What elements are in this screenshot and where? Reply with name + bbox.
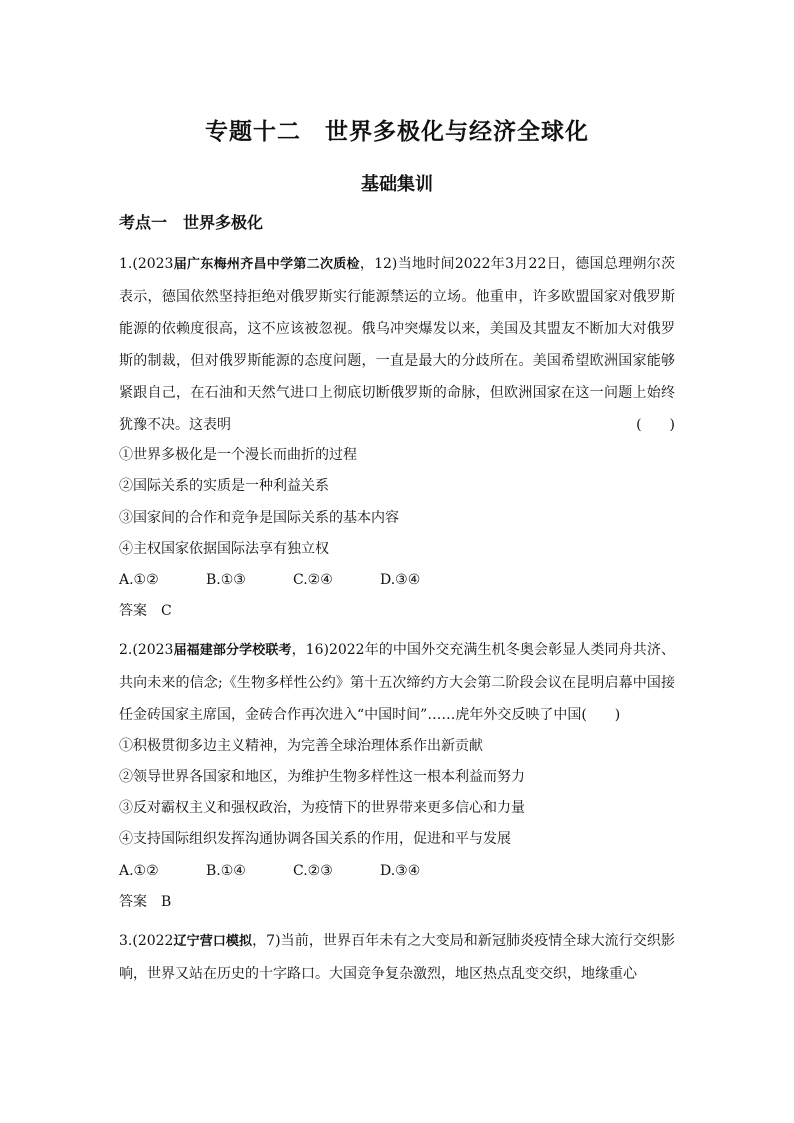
option-b: B.①③ <box>206 572 246 588</box>
question-text: 当地时间2022年3月22日，德国总理朔尔茨表示，德国依然坚持拒绝对俄罗斯实行能源禁运的立场。他重申，许多欧盟国家对俄罗斯能源的依赖度很高，这不应该被忽视。俄乌冲突爆发以来，美国及其盟友不断加大对俄罗斯的制裁，但对俄罗斯能源的态度问题，一直是最大的分歧所在。美国希望欧洲国家能够紧跟自己，在石油和天然气进口上彻底切断俄罗斯的命脉，但欧洲国家在这一问题上始终犹豫不决。这表明 <box>119 256 675 433</box>
page-title: 专题十二 世界多极化与经济全球化 <box>205 119 589 145</box>
question-index: ，7) <box>252 933 281 949</box>
question-1-item-3: ③国家间的合作和竞争是国际关系的基本内容 <box>119 510 399 526</box>
question-year: 2022 <box>137 933 174 949</box>
question-2-answer: 答案 B <box>119 894 172 910</box>
question-2-item-3: ③反对霸权主义和强权政治，为疫情下的世界带来更多信心和力量 <box>119 800 525 816</box>
question-number: 1.( <box>119 256 138 272</box>
question-1-item-1: ①世界多极化是一个漫长而曲折的过程 <box>119 447 357 463</box>
question-1-item-4: ④主权国家依据国际法享有独立权 <box>119 541 329 557</box>
question-1-answer: 答案 C <box>119 603 172 619</box>
question-index: ，16) <box>291 642 329 658</box>
question-1-stem <box>119 248 675 441</box>
question-text: 当前，世界百年未有之大变局和新冠肺炎疫情全球大流行交织影响，世界又站在历史的十字路口。大国竞争复杂激烈，地区热点乱变交织，地缘重心 <box>119 933 676 982</box>
question-1-options <box>119 570 467 590</box>
question-source: 届福建部分学校联考 <box>173 643 292 658</box>
section-heading: 考点一 世界多极化 <box>119 213 264 232</box>
option-c: C.②③ <box>293 863 333 879</box>
option-a: A.①② <box>119 572 159 588</box>
option-b: B.①④ <box>206 863 246 879</box>
question-number: 2.( <box>119 642 138 658</box>
option-d: D.③④ <box>380 572 421 588</box>
question-source: 辽宁营口模拟 <box>173 934 253 949</box>
option-c: C.②④ <box>293 572 333 588</box>
option-d: D.③④ <box>380 863 421 879</box>
page-subtitle: 基础集训 <box>361 174 433 195</box>
question-text: 2022年的中国外交充满生机冬奥会彰显人类同舟共济、共向未来的信念;《生物多样性公约》第十五次缔约方大会第二阶段会议在昆明启幕中国接任金砖国家主席国，金砖合作再次进入“中国时间”……虎年外交反映了中国( ) <box>119 642 675 723</box>
question-2-item-4: ④支持国际组织发挥沟通协调各国关系的作用，促进和平与发展 <box>119 831 511 847</box>
question-3-stem <box>119 925 675 990</box>
question-2-item-1: ①积极贯彻多边主义精神，为完善全球治理体系作出新贡献 <box>119 738 483 754</box>
question-index: ，12) <box>359 256 398 272</box>
question-2-stem <box>119 634 675 731</box>
answer-parentheses: ( ) <box>636 417 675 433</box>
question-2-item-2: ②领导世界各国家和地区，为维护生物多样性这一根本利益而努力 <box>119 769 525 785</box>
question-1-item-2: ②国际关系的实质是一种利益关系 <box>119 478 329 494</box>
question-2-options <box>119 861 467 881</box>
question-year: 2023 <box>137 256 174 272</box>
option-a: A.①② <box>119 863 159 879</box>
question-number: 3.( <box>119 933 138 949</box>
question-year: 2023 <box>137 642 174 658</box>
question-source: 届广东梅州齐昌中学第二次质检 <box>173 257 360 272</box>
